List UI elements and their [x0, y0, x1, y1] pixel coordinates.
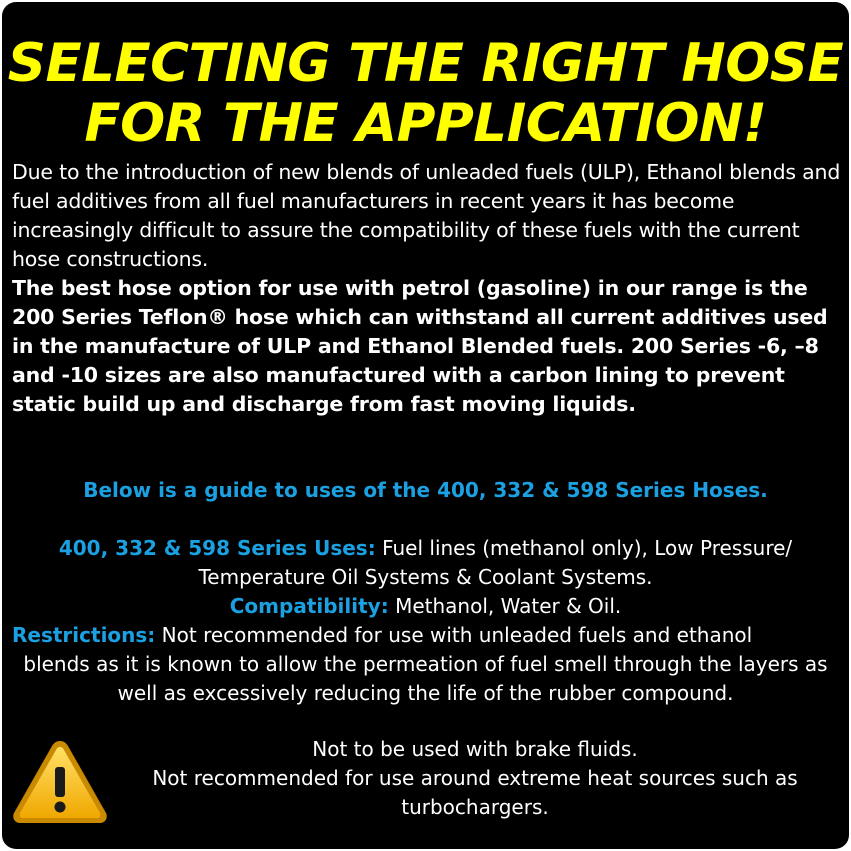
intro-section	[12, 158, 842, 419]
page-title-line-2: FOR THE APPLICATION!	[84, 93, 767, 154]
series-details	[12, 534, 839, 708]
guide-heading: Below is a guide to uses of the 400, 332 & 598 Series Hoses.	[83, 478, 768, 502]
compatibility-label: Compatibility:	[229, 594, 389, 618]
page-title-line-1: SELECTING THE RIGHT HOSE	[7, 33, 844, 94]
restrictions-label: Restrictions:	[12, 623, 156, 647]
restrictions-continued: blends as it is known to allow the permeation of fuel smell through the layers as well as excessively reducing the life of the rubber compound.	[23, 652, 828, 705]
recommendation-paragraph: The best hose option for use with petrol (gasoline) in our range is the 200 Series Teflon® hose which can withstand all current additives used in the manufacture of ULP and Ethanol Blended fuels. 200 Series -6, –8 and -10 sizes are also manufactured with a carbon lining to prevent static build up and discharge from fast moving liquids.	[12, 276, 828, 416]
restrictions-line	[12, 621, 839, 650]
uses-text: Fuel lines (methanol only), Low Pressure/ Temperature Oil Systems & Coolant Systems.	[198, 536, 793, 589]
warning-line-2: Not recommended for use around extreme heat sources such as turbochargers.	[152, 766, 798, 819]
warning-triangle-icon	[10, 737, 110, 827]
warning-line-1: Not to be used with brake fluids.	[312, 737, 638, 761]
restrictions-text-first: Not recommended for use with unleaded fuels and ethanol	[155, 623, 753, 647]
uses-line	[12, 534, 839, 592]
compatibility-line	[12, 592, 839, 621]
intro-paragraph: Due to the introduction of new blends of unleaded fuels (ULP), Ethanol blends and fuel additives from all fuel manufacturers in recent years it has become increasingly difficult to assure the compatibility of these fuels with the current hose constructions.	[12, 160, 841, 271]
info-panel	[2, 2, 849, 849]
compatibility-text: Methanol, Water & Oil.	[388, 594, 622, 618]
warning-text	[122, 735, 828, 822]
uses-label: 400, 332 & 598 Series Uses:	[58, 536, 376, 560]
